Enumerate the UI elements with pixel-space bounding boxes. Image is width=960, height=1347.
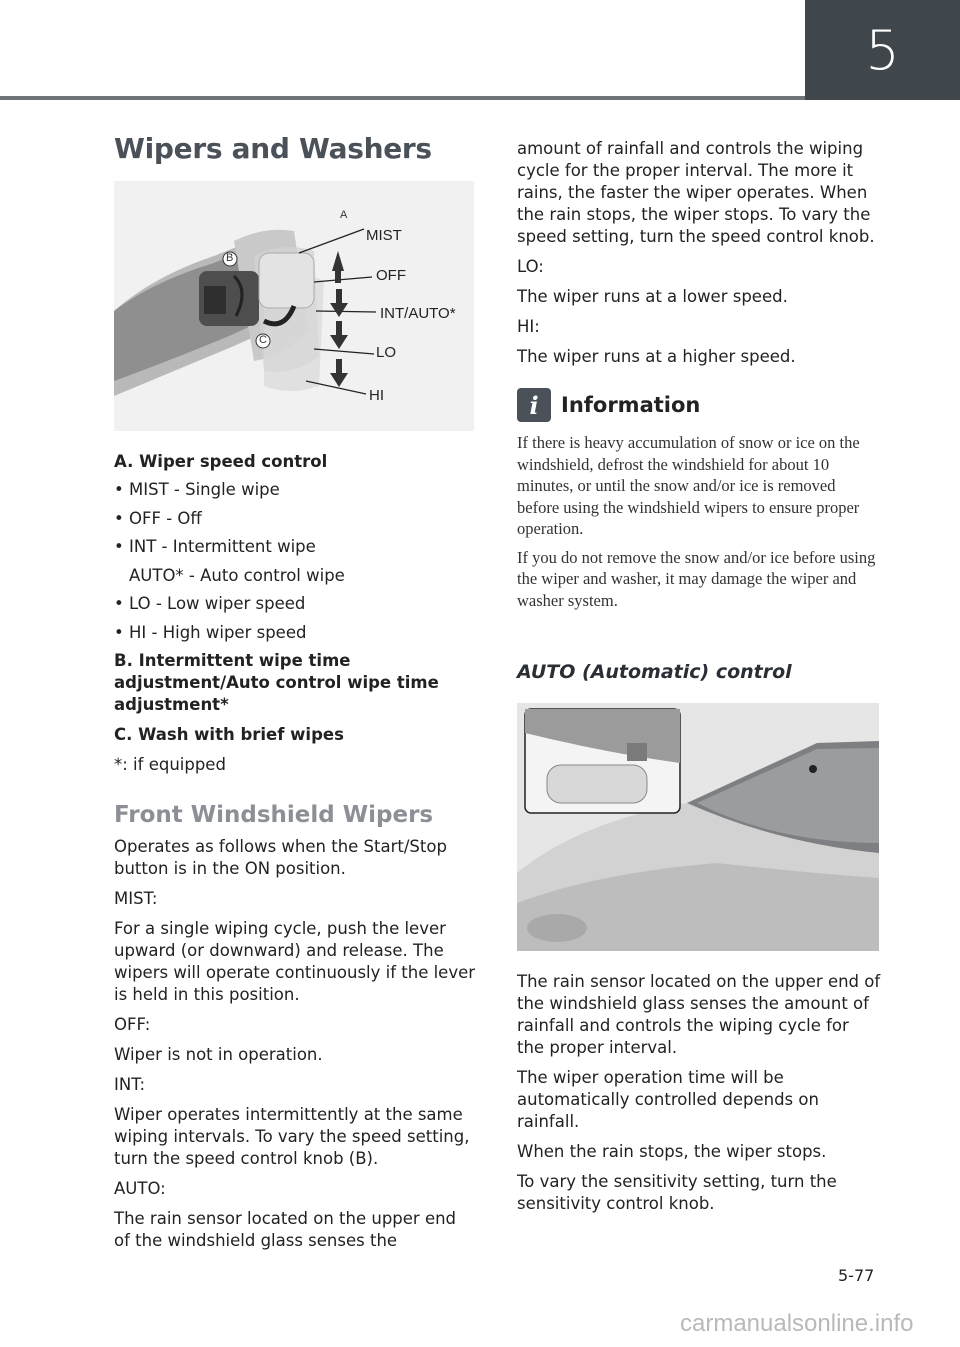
paragraph: The rain sensor located on the upper end of the windshield glass senses the amount of rainfall and controls the wiping cycle for the proper interval. [517, 972, 881, 1057]
paragraph: LO: [517, 257, 544, 276]
figure-letter-b: B [226, 252, 234, 264]
figure-letter-c: C [259, 334, 267, 346]
info-body [517, 432, 881, 611]
legend-b-heading: B. Intermittent wipe time adjustment/Auto control wipe time adjustment* [114, 651, 439, 714]
rain-sensor-illustration [517, 703, 879, 951]
paragraph: Wiper is not in operation. [114, 1045, 323, 1064]
figure-label-off: OFF [376, 267, 406, 284]
header-rule [0, 96, 805, 100]
figure-label-hi: HI [369, 387, 384, 404]
section-title: Wipers and Washers [114, 132, 432, 165]
paragraph: The wiper operation time will be automatically controlled depends on rainfall. [517, 1068, 819, 1131]
legend-bullet: • HI - High wiper speed [114, 622, 307, 642]
paragraph: OFF: [114, 1015, 151, 1034]
paragraph: INT: [114, 1075, 146, 1094]
paragraph: Wiper operates intermittently at the same wiping intervals. To vary the speed setting, turn the speed control knob (B). [114, 1105, 470, 1168]
left-column [114, 132, 476, 1260]
paragraph: AUTO: [114, 1179, 166, 1198]
paragraph: For a single wiping cycle, push the lever upward (or downward) and release. The wipers will operate continuously if the lever is held in this position. [114, 919, 476, 1004]
paragraph: Operates as follows when the Start/Stop button is in the ON position. [114, 837, 447, 878]
legend-a-list [114, 479, 476, 558]
legend-indent: AUTO* - Auto control wipe [129, 565, 345, 585]
info-header [517, 388, 881, 422]
legend-bullet: • INT - Intermittent wipe [114, 537, 316, 556]
chapter-tab: 5 [805, 0, 960, 100]
auto-control-title: AUTO (Automatic) control [517, 661, 792, 683]
wiper-lever-figure [114, 181, 474, 431]
info-title: Information [561, 393, 701, 417]
figure-label-lo: LO [376, 344, 397, 361]
legend-a-heading: A. Wiper speed control [114, 452, 328, 471]
paragraph: The wiper runs at a higher speed. [517, 347, 796, 366]
paragraph: amount of rainfall and controls the wiping cycle for the proper interval. The more it rains, the faster the wiper operates. When the rain stops, the wiper stops. To vary the speed setting, turn the speed control knob. [517, 139, 875, 246]
legend-a-list-2 [114, 593, 476, 644]
figure-label-int-auto: INT/AUTO* [380, 305, 456, 322]
footnote: *: if equipped [114, 755, 226, 774]
figure-label-mist: MIST [366, 227, 402, 244]
legend-c-heading: C. Wash with brief wipes [114, 725, 344, 744]
rain-sensor-photo [517, 703, 879, 951]
paragraph: When the rain stops, the wiper stops. [517, 1142, 827, 1161]
info-paragraph: If there is heavy accumulation of snow or ice on the windshield, defrost the windshield for about 10 minutes, or until the snow and/or ice is removed before using the windshield wipers to ensure proper operation. [517, 433, 860, 538]
paragraph: The rain sensor located on the upper end of the windshield glass senses the [114, 1209, 457, 1250]
page-number: 5-77 [838, 1266, 875, 1285]
legend-bullet: • MIST - Single wipe [114, 480, 280, 499]
watermark: carmanualsonline.info [680, 1310, 914, 1337]
info-icon: i [517, 388, 551, 422]
paragraph: The wiper runs at a lower speed. [517, 287, 788, 306]
right-column [517, 138, 881, 1223]
front-wipers-title: Front Windshield Wipers [114, 802, 434, 828]
legend-bullet: • LO - Low wiper speed [114, 594, 306, 613]
info-paragraph: If you do not remove the snow and/or ice before using the wiper and washer, it may damage the wiper and washer system. [517, 547, 876, 610]
legend-bullet: • OFF - Off [114, 508, 202, 528]
figure-letter-a: A [340, 209, 348, 221]
paragraph: HI: [517, 317, 540, 336]
paragraph: MIST: [114, 889, 158, 908]
paragraph: To vary the sensitivity setting, turn the sensitivity control knob. [517, 1172, 837, 1213]
